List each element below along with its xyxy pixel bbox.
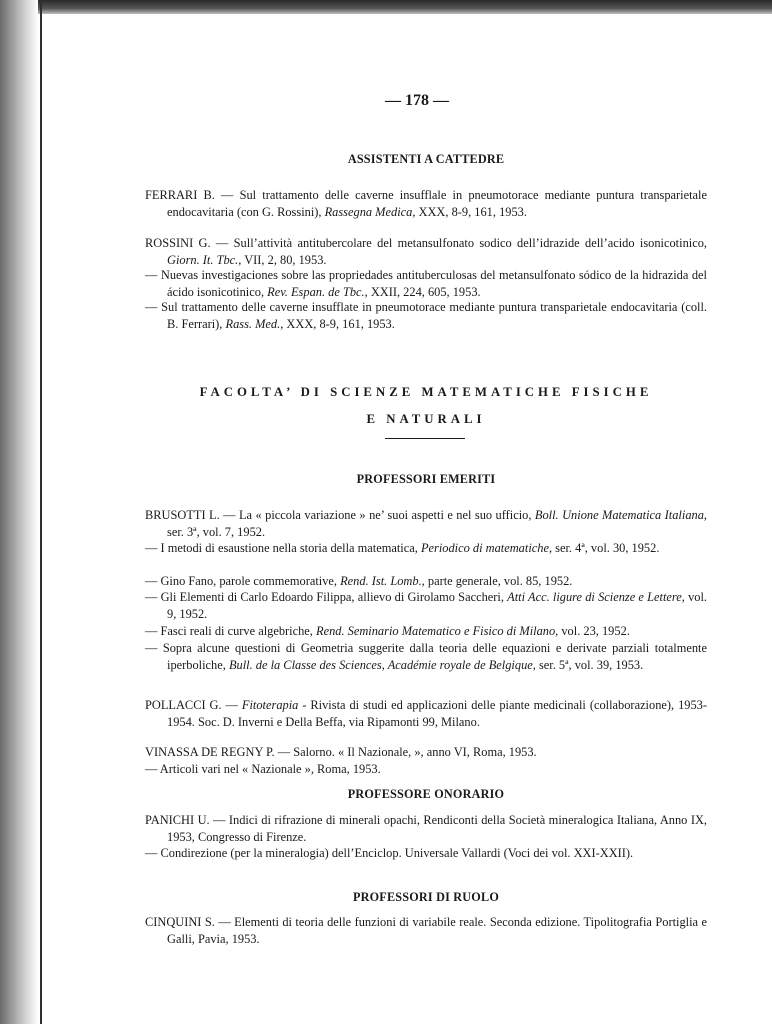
entry-text: — Gino Fano, parole commemorative, <box>145 574 341 588</box>
entry-text: — I metodi di esaustione nella storia della matematica, <box>145 541 421 555</box>
entry-tail: vol. 9, 1952. <box>167 590 708 621</box>
entry-text: — Sopra alcune questioni di Geometria suggerite dalla teoria delle equazioni e derivate parziali totalmente iperboliche, <box>145 641 707 672</box>
section-heading-assistenti: ASSISTENTI A CATTEDRE <box>347 152 505 166</box>
entry-rossini-2 <box>145 267 707 300</box>
entry-citation: Rend. Ist. Lomb., <box>340 574 425 588</box>
scan-binding-line <box>40 0 42 1024</box>
entry-text: PANICHI U. — Indici di rifrazione di minerali opachi, Rendiconti della Società mineralogica Italiana, Anno IX, 1953, Congresso di Firenze. <box>145 813 707 844</box>
entry-tail: vol. 23, 1952. <box>558 624 630 638</box>
entry-tail: parte generale, vol. 85, 1952. <box>424 574 573 588</box>
entry-citation: Rend. Seminario Matematico e Fisico di Milano, <box>316 624 559 638</box>
entry-rossini-1 <box>145 235 707 268</box>
entry-vinassa-1 <box>145 744 707 761</box>
entry-citation: Rassegna Medica, <box>324 204 416 219</box>
faculty-heading-line2: E NATURALI <box>366 412 486 426</box>
entry-brusotti-1 <box>145 507 707 540</box>
entry-tail: ser. 4ª, vol. 30, 1952. <box>552 541 660 555</box>
entry-cinquini <box>145 914 707 947</box>
entry-tail: XXII, 224, 605, 1953. <box>367 284 481 299</box>
entry-citation: Fitoterapia <box>241 698 299 712</box>
entry-ferrari <box>145 187 707 220</box>
section-heading-onorario: PROFESSORE ONORARIO <box>347 787 505 801</box>
entry-brusotti-4 <box>145 589 707 622</box>
faculty-heading-line1: FACOLTA’ DI SCIENZE MATEMATICHE FISICHE <box>199 385 653 399</box>
entry-brusotti-6 <box>145 640 707 673</box>
entry-citation: Boll. Unione Matematica Italiana, <box>534 508 707 522</box>
entry-tail: VII, 2, 80, 1953. <box>241 252 327 267</box>
entry-citation: Giorn. It. Tbc., <box>167 252 242 267</box>
entry-panichi-2 <box>145 845 707 862</box>
entry-tail: XXX, 8-9, 161, 1953. <box>415 204 527 219</box>
heading-divider <box>385 438 465 439</box>
page-number: — 178 — <box>385 92 449 109</box>
entry-text: FERRARI B. — Sul trattamento delle caverne insufflale in pneumotorace mediante puntura transparietale endocavitaria (con G. Rossini), <box>145 188 707 219</box>
entry-citation: Atti Acc. ligure di Scienze e Lettere, <box>507 590 685 604</box>
entry-tail: XXX, 8-9, 161, 1953. <box>283 316 395 331</box>
entry-tail: ser. 3ª, vol. 7, 1952. <box>167 524 266 539</box>
entry-brusotti-3 <box>145 573 707 590</box>
entry-text: BRUSOTTI L. — La « piccola variazione » ne’ suoi aspetti e nel suo ufficio, <box>145 508 535 522</box>
entry-text: — Gli Elementi di Carlo Edoardo Filippa, allievo di Girolamo Saccheri, <box>145 590 508 604</box>
entry-citation: Rev. Espan. de Tbc., <box>267 284 368 299</box>
entry-text: — Nuevas investigaciones sobre las propriedades antituberculosas del metansulfonato sódico de la hidrazida del ácido isonicotinico, <box>145 268 707 299</box>
entry-text: — Condirezione (per la mineralogia) dell’Enciclop. Universale Vallardi (Voci dei vol. XXI-XXII). <box>145 846 634 860</box>
entry-panichi-1 <box>145 812 707 845</box>
section-heading-ruolo: PROFESSORI DI RUOLO <box>352 890 499 904</box>
entry-tail: ser. 5ª, vol. 39, 1953. <box>535 657 644 672</box>
entry-brusotti-5 <box>145 623 707 640</box>
entry-citation: Rass. Med., <box>225 316 284 331</box>
entry-brusotti-2 <box>145 540 707 557</box>
entry-tail: - Rivista di studi ed applicazioni delle piante medicinali (collaborazione), 1953-1954. Soc. D. Inverni e Della Beffa, via Ripamonti 99, Milano. <box>167 698 707 729</box>
entry-rossini-3 <box>145 299 707 332</box>
entry-citation: Bull. de la Classe des Sciences, Académie royale de Belgique, <box>228 657 536 672</box>
entry-citation: Periodico di matematiche, <box>420 541 553 555</box>
entry-text: POLLACCI G. — <box>145 698 242 712</box>
entry-text: — Fasci reali di curve algebriche, <box>145 624 316 638</box>
scan-top-edge <box>0 0 772 14</box>
section-heading-emeriti: PROFESSORI EMERITI <box>356 472 496 486</box>
entry-text: — Articoli vari nel « Nazionale », Roma, 1953. <box>145 762 381 776</box>
entry-text: CINQUINI S. — Elementi di teoria delle funzioni di variabile reale. Seconda edizione. Tipolitografia Portiglia e Galli, Pavia, 1953. <box>145 915 707 946</box>
entry-text: — Sul trattamento delle caverne insufflate in pneumotorace mediante puntura transparietale endocavitaria (coll. B. Ferrari), <box>145 300 707 331</box>
scan-binding-shadow <box>0 0 38 1024</box>
entry-vinassa-2 <box>145 761 707 778</box>
entry-text: VINASSA DE REGNY P. — Salorno. « Il Nazionale, », anno VI, Roma, 1953. <box>145 745 537 759</box>
entry-text: ROSSINI G. — Sull’attività antitubercolare del metansulfonato sodico dell’idrazide dell’acido isonicotinico, <box>145 236 707 250</box>
entry-pollacci <box>145 697 707 730</box>
